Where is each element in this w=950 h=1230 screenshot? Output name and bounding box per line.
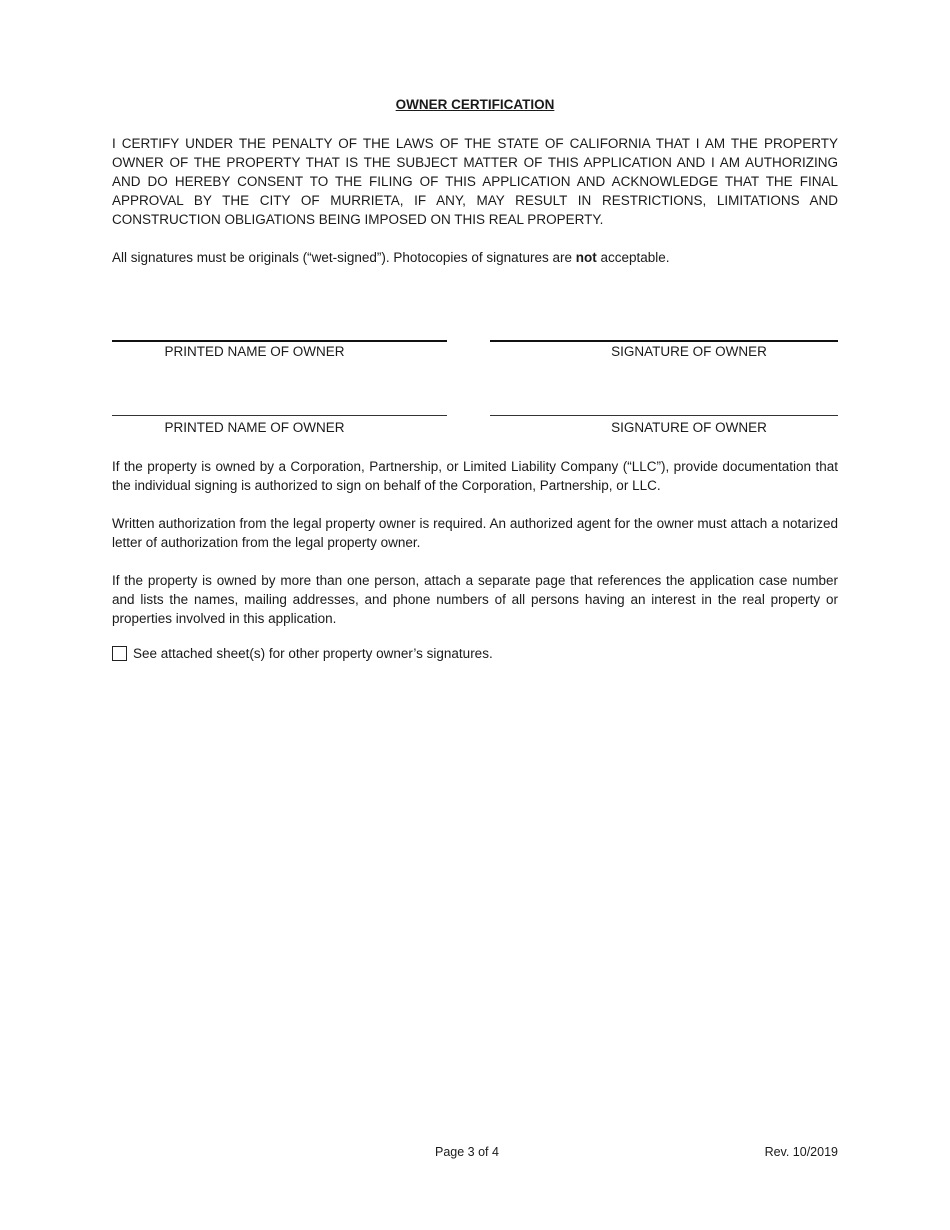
page-title: OWNER CERTIFICATION xyxy=(395,97,555,112)
signatures-note-before: All signatures must be originals (“wet-signed”). Photocopies of signatures are xyxy=(112,250,576,265)
printed-name-line-2[interactable] xyxy=(112,415,447,416)
signatures-note-after: acceptable. xyxy=(596,250,670,265)
authorization-paragraph: Written authorization from the legal property owner is required. An authorized agent for the owner must attach a notarized letter of authorization from the legal property owner. xyxy=(112,516,838,550)
certification-paragraph: I CERTIFY UNDER THE PENALTY OF THE LAWS OF THE STATE OF CALIFORNIA THAT I AM THE PROPERTY OWNER OF THE PROPERTY THAT IS THE SUBJECT MATTER OF THIS APPLICATION AND I AM AUTHORIZING AND DO HEREBY CONSENT TO THE FILING OF THIS APPLICATION AND ACKNOWLEDGE THAT THE FINAL APPROVAL BY THE CITY OF MURRIETA, IF ANY, MAY RESULT IN RESTRICTIONS, LIMITATIONS AND CONSTRUCTION OBLIGATIONS BEING IMPOSED ON THIS REAL PROPERTY. xyxy=(112,136,838,227)
signature-line-1[interactable] xyxy=(490,340,838,342)
signature-label-1: SIGNATURE OF OWNER xyxy=(611,344,767,359)
attached-sheets-label: See attached sheet(s) for other property owner’s signatures. xyxy=(133,646,493,661)
printed-name-line-1[interactable] xyxy=(112,340,447,342)
signatures-note-emphasis: not xyxy=(575,250,597,265)
page-number: Page 3 of 4 xyxy=(435,1145,499,1159)
printed-name-label-2: PRINTED NAME OF OWNER xyxy=(164,420,345,435)
signature-line-2[interactable] xyxy=(490,415,838,416)
attached-sheets-checkbox[interactable] xyxy=(112,646,127,661)
printed-name-label-1: PRINTED NAME OF OWNER xyxy=(164,344,345,359)
revision-date: Rev. 10/2019 xyxy=(764,1145,838,1159)
attached-sheets-option[interactable] xyxy=(112,646,493,661)
multiple-owners-paragraph: If the property is owned by more than one person, attach a separate page that references the application case number and lists the names, mailing addresses, and phone numbers of all persons having an interest in the real property or properties involved in this application. xyxy=(112,573,838,626)
signatures-note xyxy=(112,248,838,267)
signature-label-2: SIGNATURE OF OWNER xyxy=(611,420,767,435)
corporation-paragraph: If the property is owned by a Corporation, Partnership, or Limited Liability Company (“LLC”), provide documentation that the individual signing is authorized to sign on behalf of the Corporation, Partnership, or LLC. xyxy=(112,459,838,493)
